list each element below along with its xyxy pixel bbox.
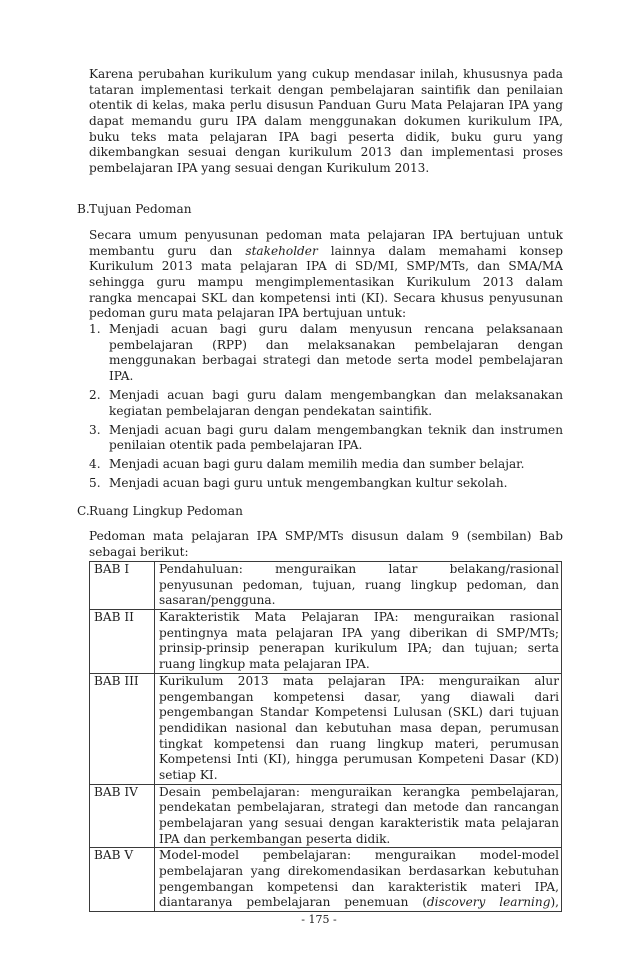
- list-item-number: 3.: [89, 422, 101, 437]
- text-line: pembelajaran yang direkomendasikan berdasarkan kebutuhan: [159, 864, 559, 879]
- chapter-table: [89, 561, 562, 912]
- text-line: Menjadi acuan bagi guru untuk mengembangkan kultur sekolah.: [109, 476, 508, 491]
- section-b-letter: B.: [77, 202, 90, 216]
- text-line: kegiatan pembelajaran dengan pendekatan saintifik.: [109, 403, 433, 418]
- text-line: membantu guru dan stakeholder lainnya dalam memahami konsep: [89, 243, 563, 258]
- text-line: penyusunan pedoman, tujuan, ruang lingkup pedoman, dan: [159, 577, 559, 592]
- table-row: [90, 673, 562, 784]
- text-line: sasaran/pengguna.: [159, 593, 276, 608]
- text-line: pembelajaran yang sesuai dengan karakteristik mata pelajaran: [159, 816, 559, 830]
- table-row: [90, 610, 562, 674]
- text-line: pembelajaran IPA yang sesuai dengan Kurikulum 2013.: [89, 161, 430, 176]
- chapter-description: [155, 610, 562, 674]
- intro-paragraph: [89, 67, 563, 177]
- text-line: tingkat kompetensi dan ruang lingkup materi, perumusan: [159, 736, 559, 751]
- text-line: pengembangan Standar Kompetensi Lulusan (SKL) dari tujuan: [159, 705, 559, 720]
- text-line: tataran implementasi terkait dengan pembelajaran saintifik dan penilaian: [89, 82, 563, 97]
- text-line: ruang lingkup mata pelajaran IPA.: [159, 657, 370, 672]
- table-row: [90, 848, 562, 912]
- chapter-code: BAB III: [90, 673, 155, 784]
- text-line: menggunakan berbagai strategi dan metode serta model pembelajaran: [109, 353, 563, 368]
- text-line: Model-model pembelajaran: menguraikan model-model: [159, 848, 559, 863]
- text-line: pengembangan kompetensi dasar, yang diawali dari: [159, 689, 559, 704]
- section-b-heading: [77, 201, 191, 217]
- text-line: Menjadi acuan bagi guru dalam menyusun rencana pelaksanaan: [109, 322, 563, 336]
- text-line: sebagai berikut:: [89, 544, 189, 559]
- text-line: sehingga guru mampu mengimplementasikan Kurikulum 2013 dalam: [89, 275, 563, 290]
- page-number: - 175 -: [301, 913, 337, 926]
- section-c-letter: C.: [77, 504, 90, 518]
- text-line: otentik di kelas, maka perlu disusun Panduan Guru Mata Pelajaran IPA yang: [89, 98, 563, 113]
- chapter-description: [155, 784, 562, 848]
- list-item: [89, 322, 563, 385]
- text-line: setiap KI.: [159, 767, 218, 782]
- chapter-description: [155, 848, 562, 912]
- list-item: [89, 457, 563, 473]
- list-item: [89, 423, 563, 454]
- text-line: Karakteristik Mata Pelajaran IPA: menguraikan rasional: [159, 610, 559, 625]
- section-c-paragraph: [89, 529, 563, 560]
- text-line: Kurikulum 2013 mata pelajaran IPA di SD/MI, SMP/MTs, dan SMA/MA: [89, 259, 563, 274]
- list-item-number: 5.: [89, 476, 101, 491]
- table-row: [90, 562, 562, 610]
- text-line: rangka mencapai SKL dan kompetensi inti (KI). Secara khusus penyusunan: [89, 290, 563, 305]
- text-line: pendekatan pembelajaran, strategi dan metode dan rancangan: [159, 800, 559, 815]
- text-line: buku teks mata pelajaran IPA bagi peserta didik, buku guru yang: [89, 129, 563, 144]
- list-item-number: 1.: [89, 322, 101, 336]
- text-line: Pedoman mata pelajaran IPA SMP/MTs disusun dalam 9 (sembilan) Bab: [89, 529, 563, 543]
- text-line: Menjadi acuan bagi guru dalam memilih media dan sumber belajar.: [109, 457, 525, 472]
- section-c-title: Ruang Lingkup Pedoman: [89, 504, 243, 518]
- text-line: Kurikulum 2013 mata pelajaran IPA: menguraikan alur: [159, 673, 559, 688]
- list-item-number: 2.: [89, 388, 101, 403]
- text-line: Desain pembelajaran: menguraikan kerangka pembelajaran,: [159, 784, 559, 799]
- text-line: IPA dan perkembangan peserta didik.: [159, 831, 391, 846]
- text-line: pembelajaran (RPP) dan melaksanakan pembelajaran dengan: [109, 337, 563, 352]
- text-line: pendidikan nasional dan kebutuhan masa depan, perumusan: [159, 720, 559, 735]
- text-line: Pendahuluan: menguraikan latar belakang/rasional: [159, 562, 559, 576]
- list-item: [89, 476, 563, 492]
- text-line: Karena perubahan kurikulum yang cukup mendasar inilah, khususnya pada: [89, 67, 563, 81]
- section-c-heading: [77, 503, 243, 519]
- list-item: [89, 388, 563, 419]
- section-b-title: Tujuan Pedoman: [89, 202, 192, 216]
- chapter-code: BAB I: [90, 562, 155, 610]
- text-line: IPA.: [109, 369, 134, 384]
- chapter-code: BAB IV: [90, 784, 155, 848]
- text-line: Menjadi acuan bagi guru dalam mengembangkan teknik dan instrumen: [109, 422, 563, 437]
- section-b-paragraph: [89, 228, 563, 322]
- text-line: Kompetensi Inti (KI), hingga perumusan Kompeteni Dasar (KD): [159, 752, 559, 767]
- text-line: pentingnya mata pelajaran IPA yang diberikan di SMP/MTs;: [159, 625, 559, 640]
- text-line: pedoman guru mata pelajaran IPA bertujuan untuk:: [89, 306, 407, 321]
- list-item-number: 4.: [89, 457, 101, 472]
- chapter-description: [155, 562, 562, 610]
- text-line: prinsip-prinsip penerapan kurikulum IPA; dan tujuan; serta: [159, 641, 559, 656]
- table-row: [90, 784, 562, 848]
- text-line: Menjadi acuan bagi guru dalam mengembangkan dan melaksanakan: [109, 388, 563, 403]
- text-line: diantaranya pembelajaran penemuan (discovery learning),: [159, 895, 559, 910]
- chapter-description: [155, 673, 562, 784]
- text-line: Secara umum penyusunan pedoman mata pelajaran IPA bertujuan untuk: [89, 228, 563, 242]
- text-line: dikembangkan sesuai dengan kurikulum 2013 dan implementasi proses: [89, 145, 563, 160]
- chapter-code: BAB V: [90, 848, 155, 912]
- chapter-code: BAB II: [90, 610, 155, 674]
- text-line: dapat memandu guru IPA dalam menggunakan dokumen kurikulum IPA,: [89, 114, 563, 129]
- objectives-list: [89, 322, 563, 495]
- text-line: pengembangan kompetensi dan karakteristik materi IPA,: [159, 879, 559, 894]
- text-line: penilaian otentik pada pembelajaran IPA.: [109, 438, 363, 453]
